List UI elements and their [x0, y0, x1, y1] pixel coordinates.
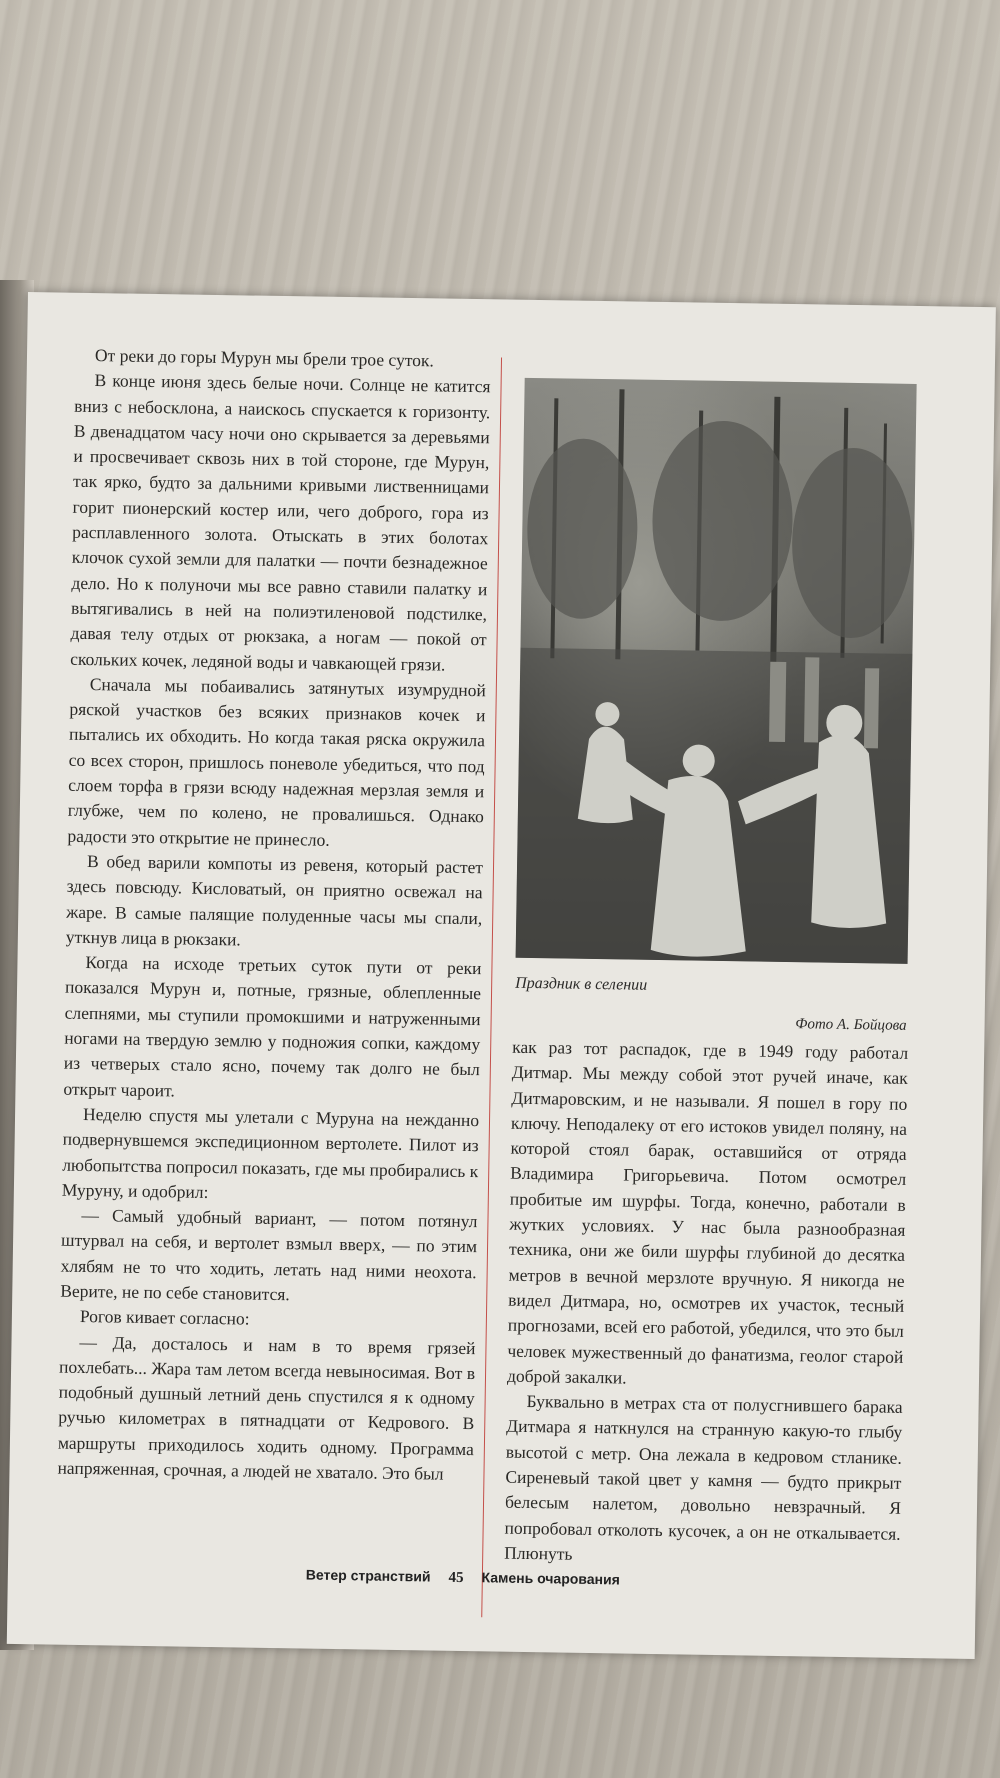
left-column — [56, 343, 491, 1549]
paragraph: Сначала мы побаивались затянутых изумрудной ряской участков без всяких признаков кочек и пытались их обходить. Но когда такая ряска окружила со всех сторон, пришлось поневоле убедиться, что под слоем торфа в грязи всюду надежная мерзлая земля и глубже, чем по колено, не провалишься. Однако радости это открытие не принесло. — [67, 673, 486, 850]
paragraph: Буквально в метрах ста от полусгнившего барака Дитмара я наткнулся на странную какую-то глыбу высотой с метр. Она лежала в кедровом стланике. Сиреневый такой цвет у камня — будто прикрыт белесым налетом, довольно невзрачный. Я попробовал отколоть кусочек, а он не откалывается. Плюнуть — [504, 1391, 903, 1564]
photo-caption: Праздник в селении — [515, 974, 648, 994]
paragraph: Неделю спустя мы улетали с Муруна на нежданно подвернувшемся экспедиционном вертолете. Пилот из любопытства попросил показать, где мы пробирались к Муруну, и одобрил: — [61, 1103, 480, 1202]
paragraph: — Самый удобный вариант, — потом потянул штурвал на себя, и вертолет взмыл вверх, — по этим хлябям не то что ходить, летать над ними неохота. Верите, не по себе становится. — [60, 1205, 478, 1305]
footer-article-title: Камень очарования — [481, 1569, 620, 1588]
photo-credit: Фото А. Бойцова — [795, 1016, 907, 1034]
festival-photo — [516, 378, 917, 964]
paragraph: — Да, досталось и нам в то время грязей похлебать... Жара там летом всегда невыносимая. Вот в подобный душный летний день спустился я к одному ручью километрах в пятнадцати от Кедрового. В маршруты приходилось ходить одному. Программа напряженная, срочная, а людей не хватало. Это был — [57, 1331, 476, 1484]
magazine-page — [7, 292, 996, 1659]
paragraph: Рогов кивает согласно: — [79, 1306, 250, 1329]
paragraph: В конце июня здесь белые ночи. Солнце не катится вниз с небосклона, а наискось спускается к горизонту. В двенадцатом часу ночи оно скрывается за деревьями и просвечивает сквозь них в той стороне, где Мурун, так ярко, будто за дальними кривыми лиственницами горит пионерский костер или, чего доброго, гора из расплавленного золота. Отыскать в этих болотах клочок сухой земли для палатки — почти безнадежное дело. Но к полуночи мы все равно ставили палатку и вытягивались в ней на полиэтиленовой подстилке, давая телу отдых от рюкзака, а ногам — покой от скольких кочек, ледяной воды и чавкающей грязи. — [70, 370, 491, 675]
page-number: 45 — [448, 1569, 464, 1586]
footer-section-title: Ветер странствий — [305, 1566, 431, 1585]
paragraph: В обед варили компоты из ревеня, который растет здесь повсюду. Кисловатый, он приятно освежал на жаре. В самые палящие полуденные часы мы спали, уткнув лица в рюкзаки. — [65, 850, 484, 950]
paragraph: как раз тот распадок, где в 1949 году работал Дитмар. Мы между собой этот ручей иначе, как Дитмаровским, и не называли. Я пошел в гору по ключу. Неподалеку от его истоков увидел поляну, на которой стоял барак, оставшийся от отряда Владимира Григорьевича. Потом осмотрел пробитые им шурфы. Тогда, конечно, работали в жутких условиях. У нас была разнообразная техника, они же били шурфы глубиной до десятка метров в вечной мерзлоте вручную. Я никогда не видел Дитмара, но, осмотрев их участок, тесный прогнозами, всей его работой, убедился, что это был человек мужественный до фанатизма, геолог старой доброй закалки. — [506, 1036, 909, 1388]
paragraph: Когда на исходе третьих суток пути от реки показался Мурун и, потные, грязные, облепленные слепнями, мы ступили промокшими и натруженными ногами на твердую землю у подножия сопки, каждому из четверых стало ясно, почему так долго не был открыт чароит. — [63, 952, 482, 1101]
paragraph: От реки до горы Мурун мы брели трое суток. — [94, 345, 434, 371]
right-column — [504, 1035, 909, 1564]
page-footer — [306, 1567, 706, 1591]
